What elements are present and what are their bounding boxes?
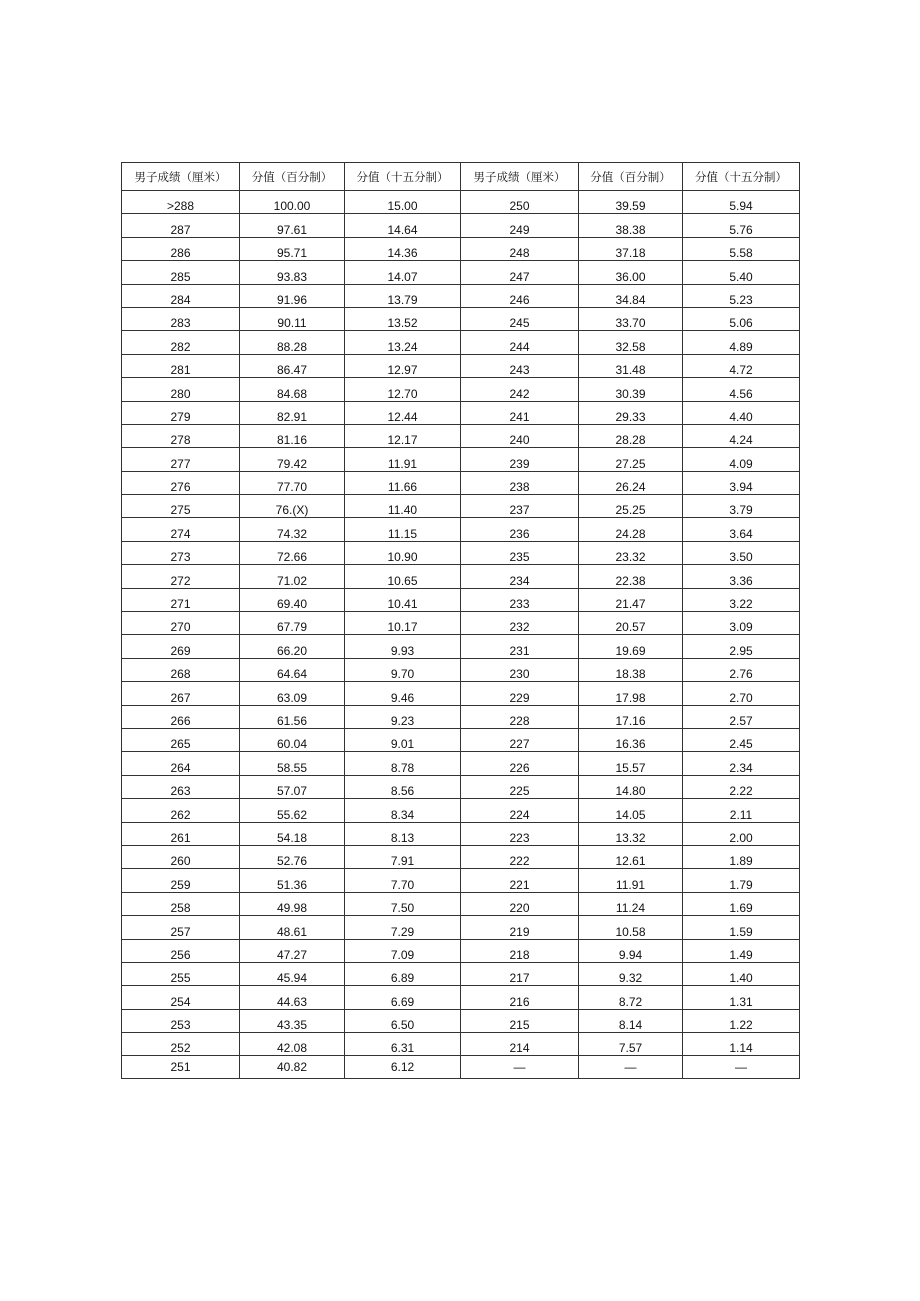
cell-points-100-right: 37.18 <box>579 237 683 260</box>
cell-points-15-right: 1.31 <box>683 986 800 1009</box>
table-row <box>122 939 800 962</box>
table-row <box>122 822 800 845</box>
cell-points-15-right: 1.49 <box>683 939 800 962</box>
cell-points-15-right: 3.09 <box>683 612 800 635</box>
cell-score-cm-right: 217 <box>461 962 579 985</box>
cell-score-cm-right: 219 <box>461 916 579 939</box>
table-row <box>122 307 800 330</box>
cell-score-cm-right: 227 <box>461 728 579 751</box>
cell-score-cm-left: 283 <box>122 307 240 330</box>
table-row <box>122 635 800 658</box>
cell-points-100-right: 38.38 <box>579 214 683 237</box>
cell-points-100-left: 72.66 <box>240 541 345 564</box>
cell-points-100-left: 45.94 <box>240 962 345 985</box>
table-row <box>122 284 800 307</box>
header-score-cm-left: 男子成绩（厘米） <box>122 163 240 191</box>
table-body <box>122 191 800 1079</box>
cell-points-15-right: 2.95 <box>683 635 800 658</box>
cell-points-15-left: 10.41 <box>345 588 461 611</box>
cell-score-cm-left: 287 <box>122 214 240 237</box>
table-header-row <box>122 163 800 191</box>
cell-points-100-left: 47.27 <box>240 939 345 962</box>
cell-score-cm-left: 279 <box>122 401 240 424</box>
cell-score-cm-right: 240 <box>461 424 579 447</box>
cell-points-15-right: 4.89 <box>683 331 800 354</box>
cell-score-cm-right: 245 <box>461 307 579 330</box>
cell-score-cm-right: 250 <box>461 191 579 214</box>
cell-points-15-left: 6.31 <box>345 1033 461 1056</box>
cell-points-100-right: 11.91 <box>579 869 683 892</box>
cell-score-cm-right: 248 <box>461 237 579 260</box>
table-row <box>122 845 800 868</box>
cell-points-100-right: 30.39 <box>579 378 683 401</box>
cell-points-15-left: 9.70 <box>345 658 461 681</box>
cell-points-100-left: 77.70 <box>240 471 345 494</box>
cell-points-100-left: 91.96 <box>240 284 345 307</box>
cell-points-100-right: 33.70 <box>579 307 683 330</box>
cell-score-cm-left: 276 <box>122 471 240 494</box>
cell-score-cm-left: 282 <box>122 331 240 354</box>
table-row <box>122 261 800 284</box>
cell-score-cm-right: 242 <box>461 378 579 401</box>
cell-score-cm-left: 257 <box>122 916 240 939</box>
cell-points-15-left: 7.50 <box>345 892 461 915</box>
cell-points-15-left: 14.07 <box>345 261 461 284</box>
cell-points-15-right: 5.23 <box>683 284 800 307</box>
table-row <box>122 495 800 518</box>
cell-points-100-right: 7.57 <box>579 1033 683 1056</box>
cell-score-cm-left: 266 <box>122 705 240 728</box>
cell-points-100-left: 82.91 <box>240 401 345 424</box>
cell-points-100-right: 23.32 <box>579 541 683 564</box>
cell-points-100-left: 54.18 <box>240 822 345 845</box>
cell-points-15-left: 6.69 <box>345 986 461 1009</box>
cell-points-15-right: — <box>683 1056 800 1078</box>
table-row <box>122 565 800 588</box>
table-row <box>122 191 800 214</box>
cell-points-100-right: 27.25 <box>579 448 683 471</box>
cell-points-15-right: 1.40 <box>683 962 800 985</box>
cell-points-15-left: 9.46 <box>345 682 461 705</box>
cell-points-100-left: 52.76 <box>240 845 345 868</box>
cell-points-100-right: 22.38 <box>579 565 683 588</box>
cell-points-15-left: 12.97 <box>345 354 461 377</box>
cell-points-100-left: 42.08 <box>240 1033 345 1056</box>
cell-points-15-right: 2.70 <box>683 682 800 705</box>
cell-score-cm-right: 218 <box>461 939 579 962</box>
table-row <box>122 401 800 424</box>
cell-points-100-left: 49.98 <box>240 892 345 915</box>
cell-points-15-right: 3.64 <box>683 518 800 541</box>
cell-points-15-right: 4.72 <box>683 354 800 377</box>
cell-points-100-left: 79.42 <box>240 448 345 471</box>
header-score-cm-right: 男子成绩（厘米） <box>461 163 579 191</box>
cell-points-15-right: 2.57 <box>683 705 800 728</box>
cell-points-100-left: 60.04 <box>240 728 345 751</box>
table-row <box>122 612 800 635</box>
cell-points-100-left: 40.82 <box>240 1056 345 1078</box>
cell-score-cm-right: 239 <box>461 448 579 471</box>
cell-score-cm-left: 284 <box>122 284 240 307</box>
cell-points-15-left: 13.79 <box>345 284 461 307</box>
cell-points-100-right: 39.59 <box>579 191 683 214</box>
cell-points-15-left: 8.34 <box>345 799 461 822</box>
cell-score-cm-left: 265 <box>122 728 240 751</box>
cell-points-15-left: 7.70 <box>345 869 461 892</box>
cell-points-100-right: 19.69 <box>579 635 683 658</box>
cell-points-100-right: 25.25 <box>579 495 683 518</box>
cell-points-15-right: 2.11 <box>683 799 800 822</box>
cell-points-100-right: 14.80 <box>579 775 683 798</box>
cell-points-100-right: 12.61 <box>579 845 683 868</box>
cell-score-cm-right: 246 <box>461 284 579 307</box>
cell-points-15-left: 14.64 <box>345 214 461 237</box>
cell-points-15-right: 4.24 <box>683 424 800 447</box>
cell-points-100-right: 20.57 <box>579 612 683 635</box>
cell-score-cm-right: 221 <box>461 869 579 892</box>
cell-score-cm-left: 267 <box>122 682 240 705</box>
cell-points-15-right: 5.06 <box>683 307 800 330</box>
cell-points-100-left: 71.02 <box>240 565 345 588</box>
cell-points-100-left: 93.83 <box>240 261 345 284</box>
cell-points-100-left: 74.32 <box>240 518 345 541</box>
cell-points-100-left: 63.09 <box>240 682 345 705</box>
cell-score-cm-right: 228 <box>461 705 579 728</box>
table-row <box>122 518 800 541</box>
cell-score-cm-left: 261 <box>122 822 240 845</box>
table-row <box>122 986 800 1009</box>
cell-points-100-left: 76.(X) <box>240 495 345 518</box>
cell-points-15-left: 6.89 <box>345 962 461 985</box>
cell-points-15-right: 2.34 <box>683 752 800 775</box>
table-row <box>122 354 800 377</box>
cell-score-cm-left: 285 <box>122 261 240 284</box>
cell-score-cm-right: 216 <box>461 986 579 1009</box>
table-row <box>122 424 800 447</box>
cell-points-15-right: 3.79 <box>683 495 800 518</box>
cell-points-15-left: 12.17 <box>345 424 461 447</box>
table-row <box>122 705 800 728</box>
cell-score-cm-right: 231 <box>461 635 579 658</box>
cell-points-15-right: 1.89 <box>683 845 800 868</box>
cell-score-cm-right: 243 <box>461 354 579 377</box>
cell-points-100-left: 88.28 <box>240 331 345 354</box>
table-row <box>122 1033 800 1056</box>
cell-points-100-left: 43.35 <box>240 1009 345 1032</box>
cell-score-cm-left: >288 <box>122 191 240 214</box>
cell-score-cm-left: 268 <box>122 658 240 681</box>
table-row <box>122 962 800 985</box>
table-row <box>122 799 800 822</box>
cell-points-15-right: 3.94 <box>683 471 800 494</box>
cell-points-100-left: 84.68 <box>240 378 345 401</box>
cell-score-cm-left: 274 <box>122 518 240 541</box>
cell-score-cm-left: 281 <box>122 354 240 377</box>
cell-score-cm-right: 223 <box>461 822 579 845</box>
table-row <box>122 892 800 915</box>
cell-points-15-left: 12.44 <box>345 401 461 424</box>
cell-points-15-left: 9.23 <box>345 705 461 728</box>
cell-score-cm-left: 253 <box>122 1009 240 1032</box>
cell-points-100-left: 95.71 <box>240 237 345 260</box>
cell-points-100-right: — <box>579 1056 683 1078</box>
cell-points-100-left: 97.61 <box>240 214 345 237</box>
score-table <box>121 162 800 1079</box>
cell-points-15-left: 13.52 <box>345 307 461 330</box>
cell-score-cm-left: 256 <box>122 939 240 962</box>
cell-points-100-left: 66.20 <box>240 635 345 658</box>
cell-points-100-right: 31.48 <box>579 354 683 377</box>
cell-score-cm-left: 277 <box>122 448 240 471</box>
cell-points-100-right: 34.84 <box>579 284 683 307</box>
cell-points-100-right: 17.16 <box>579 705 683 728</box>
cell-points-100-right: 26.24 <box>579 471 683 494</box>
cell-score-cm-right: 236 <box>461 518 579 541</box>
cell-points-15-left: 7.09 <box>345 939 461 962</box>
cell-points-100-left: 86.47 <box>240 354 345 377</box>
table-row <box>122 378 800 401</box>
cell-points-100-left: 69.40 <box>240 588 345 611</box>
cell-score-cm-right: 224 <box>461 799 579 822</box>
table-row <box>122 658 800 681</box>
cell-points-100-right: 8.72 <box>579 986 683 1009</box>
cell-points-100-left: 58.55 <box>240 752 345 775</box>
cell-score-cm-right: 230 <box>461 658 579 681</box>
table-row <box>122 214 800 237</box>
cell-points-100-right: 8.14 <box>579 1009 683 1032</box>
cell-points-15-left: 8.78 <box>345 752 461 775</box>
cell-score-cm-right: 215 <box>461 1009 579 1032</box>
cell-points-100-right: 14.05 <box>579 799 683 822</box>
cell-points-15-left: 7.29 <box>345 916 461 939</box>
cell-score-cm-left: 255 <box>122 962 240 985</box>
cell-points-15-right: 3.36 <box>683 565 800 588</box>
cell-points-100-left: 81.16 <box>240 424 345 447</box>
cell-score-cm-left: 272 <box>122 565 240 588</box>
cell-points-100-right: 16.36 <box>579 728 683 751</box>
cell-points-15-left: 8.13 <box>345 822 461 845</box>
table-row <box>122 1009 800 1032</box>
table-row <box>122 775 800 798</box>
cell-points-15-right: 2.76 <box>683 658 800 681</box>
cell-score-cm-right: 214 <box>461 1033 579 1056</box>
cell-points-15-left: 7.91 <box>345 845 461 868</box>
cell-points-15-left: 6.50 <box>345 1009 461 1032</box>
cell-score-cm-right: — <box>461 1056 579 1078</box>
header-points-15-right: 分值（十五分制） <box>683 163 800 191</box>
cell-points-100-left: 48.61 <box>240 916 345 939</box>
cell-score-cm-left: 280 <box>122 378 240 401</box>
cell-points-100-right: 11.24 <box>579 892 683 915</box>
cell-points-100-right: 10.58 <box>579 916 683 939</box>
cell-score-cm-right: 237 <box>461 495 579 518</box>
cell-points-100-right: 17.98 <box>579 682 683 705</box>
table-row <box>122 588 800 611</box>
cell-score-cm-left: 263 <box>122 775 240 798</box>
cell-score-cm-left: 278 <box>122 424 240 447</box>
cell-points-100-right: 9.32 <box>579 962 683 985</box>
header-points-100-right: 分值（百分制） <box>579 163 683 191</box>
cell-points-100-left: 67.79 <box>240 612 345 635</box>
cell-points-15-left: 11.66 <box>345 471 461 494</box>
cell-points-100-right: 15.57 <box>579 752 683 775</box>
cell-score-cm-left: 252 <box>122 1033 240 1056</box>
cell-score-cm-right: 241 <box>461 401 579 424</box>
cell-points-100-left: 44.63 <box>240 986 345 1009</box>
cell-score-cm-left: 270 <box>122 612 240 635</box>
cell-points-100-right: 28.28 <box>579 424 683 447</box>
header-points-100-left: 分值（百分制） <box>240 163 345 191</box>
cell-score-cm-left: 264 <box>122 752 240 775</box>
cell-points-100-left: 55.62 <box>240 799 345 822</box>
cell-points-15-right: 3.22 <box>683 588 800 611</box>
cell-points-100-left: 51.36 <box>240 869 345 892</box>
table-row <box>122 752 800 775</box>
cell-points-15-right: 5.40 <box>683 261 800 284</box>
cell-score-cm-right: 233 <box>461 588 579 611</box>
cell-score-cm-left: 262 <box>122 799 240 822</box>
cell-score-cm-right: 244 <box>461 331 579 354</box>
cell-points-15-right: 4.40 <box>683 401 800 424</box>
table-row <box>122 448 800 471</box>
cell-points-15-left: 6.12 <box>345 1056 461 1078</box>
cell-points-100-right: 36.00 <box>579 261 683 284</box>
header-points-15-left: 分值（十五分制） <box>345 163 461 191</box>
cell-points-100-left: 90.11 <box>240 307 345 330</box>
cell-points-15-right: 3.50 <box>683 541 800 564</box>
cell-points-100-right: 24.28 <box>579 518 683 541</box>
cell-points-100-left: 57.07 <box>240 775 345 798</box>
cell-points-15-left: 15.00 <box>345 191 461 214</box>
cell-points-15-right: 5.58 <box>683 237 800 260</box>
cell-score-cm-left: 269 <box>122 635 240 658</box>
cell-points-15-left: 8.56 <box>345 775 461 798</box>
cell-points-15-left: 10.90 <box>345 541 461 564</box>
cell-points-100-left: 61.56 <box>240 705 345 728</box>
cell-score-cm-right: 238 <box>461 471 579 494</box>
cell-points-100-right: 9.94 <box>579 939 683 962</box>
cell-points-15-right: 5.94 <box>683 191 800 214</box>
cell-score-cm-left: 260 <box>122 845 240 868</box>
cell-score-cm-right: 229 <box>461 682 579 705</box>
cell-points-15-right: 2.00 <box>683 822 800 845</box>
cell-points-15-left: 10.65 <box>345 565 461 588</box>
cell-points-15-left: 9.01 <box>345 728 461 751</box>
cell-score-cm-left: 273 <box>122 541 240 564</box>
cell-points-100-left: 100.00 <box>240 191 345 214</box>
cell-points-15-left: 14.36 <box>345 237 461 260</box>
cell-points-15-left: 12.70 <box>345 378 461 401</box>
cell-score-cm-left: 259 <box>122 869 240 892</box>
cell-points-100-right: 13.32 <box>579 822 683 845</box>
cell-score-cm-left: 254 <box>122 986 240 1009</box>
table-row <box>122 471 800 494</box>
cell-score-cm-left: 286 <box>122 237 240 260</box>
cell-score-cm-right: 235 <box>461 541 579 564</box>
cell-score-cm-right: 226 <box>461 752 579 775</box>
cell-points-15-right: 2.22 <box>683 775 800 798</box>
cell-points-15-left: 9.93 <box>345 635 461 658</box>
cell-score-cm-left: 275 <box>122 495 240 518</box>
cell-score-cm-left: 271 <box>122 588 240 611</box>
cell-points-15-left: 10.17 <box>345 612 461 635</box>
cell-points-15-left: 11.15 <box>345 518 461 541</box>
cell-score-cm-right: 220 <box>461 892 579 915</box>
cell-points-15-right: 1.69 <box>683 892 800 915</box>
cell-score-cm-right: 225 <box>461 775 579 798</box>
cell-score-cm-right: 247 <box>461 261 579 284</box>
table-row <box>122 869 800 892</box>
cell-points-15-left: 11.40 <box>345 495 461 518</box>
cell-points-15-right: 1.79 <box>683 869 800 892</box>
cell-points-15-right: 5.76 <box>683 214 800 237</box>
table-row <box>122 682 800 705</box>
cell-score-cm-left: 258 <box>122 892 240 915</box>
cell-points-15-right: 2.45 <box>683 728 800 751</box>
table-row <box>122 728 800 751</box>
cell-points-15-right: 1.59 <box>683 916 800 939</box>
cell-score-cm-right: 222 <box>461 845 579 868</box>
cell-score-cm-right: 249 <box>461 214 579 237</box>
table-row <box>122 541 800 564</box>
cell-score-cm-right: 232 <box>461 612 579 635</box>
cell-points-15-right: 1.14 <box>683 1033 800 1056</box>
table-row <box>122 237 800 260</box>
cell-points-15-left: 11.91 <box>345 448 461 471</box>
cell-points-15-left: 13.24 <box>345 331 461 354</box>
table-row <box>122 916 800 939</box>
cell-points-15-right: 4.56 <box>683 378 800 401</box>
cell-score-cm-right: 234 <box>461 565 579 588</box>
table-row <box>122 1056 800 1078</box>
cell-score-cm-left: 251 <box>122 1056 240 1078</box>
cell-points-100-right: 21.47 <box>579 588 683 611</box>
cell-points-100-right: 32.58 <box>579 331 683 354</box>
cell-points-100-left: 64.64 <box>240 658 345 681</box>
table-row <box>122 331 800 354</box>
cell-points-15-right: 1.22 <box>683 1009 800 1032</box>
cell-points-100-right: 18.38 <box>579 658 683 681</box>
cell-points-100-right: 29.33 <box>579 401 683 424</box>
cell-points-15-right: 4.09 <box>683 448 800 471</box>
